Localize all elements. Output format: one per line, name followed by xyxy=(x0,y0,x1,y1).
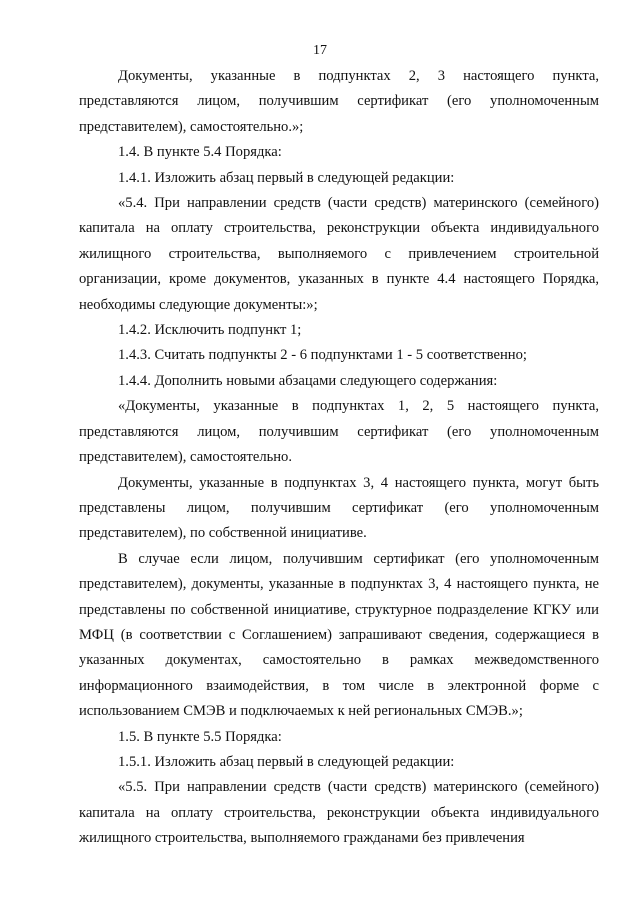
paragraph: В случае если лицом, получившим сертификат (его уполномоченным представителем), документы, указанные в подпунктах 3, 4 настоящего пункта, не представлены по собственной инициативе, структурное подразделение КГКУ или МФЦ (в соответствии с Соглашением) запрашивают сведения, содержащиеся в указанных документах, самостоятельно в рамках межведомственного информационного взаимодействия, в том числе в электронной форме с использованием СМЭВ и подключаемых к ней региональных СМЭВ.»; xyxy=(79,550,599,720)
paragraph: 1.4.2. Исключить подпункт 1; xyxy=(118,322,302,339)
paragraph: Документы, указанные в подпунктах 3, 4 настоящего пункта, могут быть представлены лицом, получившим сертификат (его уполномоченным представителем), по собственной инициативе. xyxy=(79,474,599,542)
paragraph: Документы, указанные в подпунктах 2, 3 настоящего пункта, представляются лицом, получившим сертификат (его уполномоченным представителем), самостоятельно.»; xyxy=(79,68,599,135)
paragraph: 1.4. В пункте 5.4 Порядка: xyxy=(118,144,282,161)
page-number: 17 xyxy=(313,43,327,58)
paragraph: 1.4.1. Изложить абзац первый в следующей редакции: xyxy=(118,169,455,186)
document-body xyxy=(79,64,599,852)
paragraph: 1.5. В пункте 5.5 Порядка: xyxy=(118,728,282,745)
paragraph: 1.4.3. Считать подпункты 2 - 6 подпунктами 1 - 5 соответственно; xyxy=(118,347,527,364)
paragraph: 1.4.4. Дополнить новыми абзацами следующего содержания: xyxy=(118,372,498,389)
paragraph: «5.5. При направлении средств (части средств) материнского (семейного) капитала на оплату строительства, реконструкции объекта индивидуального жилищного строительства, выполняемого гражданами без привлечения xyxy=(79,779,599,847)
paragraph: 1.5.1. Изложить абзац первый в следующей редакции: xyxy=(118,753,455,770)
paragraph: «Документы, указанные в подпунктах 1, 2, 5 настоящего пункта, представляются лицом, получившим сертификат (его уполномоченным представителем), самостоятельно. xyxy=(79,398,599,466)
paragraph: «5.4. При направлении средств (части средств) материнского (семейного) капитала на оплату строительства, реконструкции объекта индивидуального жилищного строительства, выполняемого с привлечением строительной организации, кроме документов, указанных в пункте 4.4 настоящего Порядка, необходимы следующие документы:»; xyxy=(79,195,599,313)
